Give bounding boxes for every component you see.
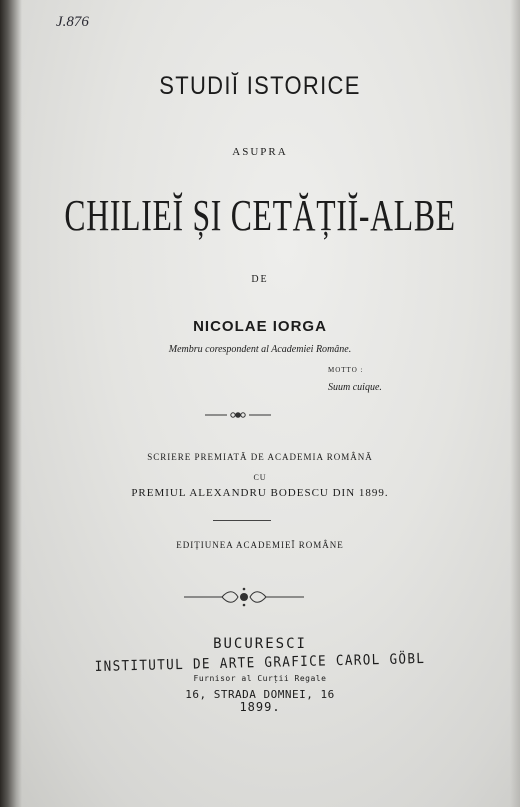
imprint-address: 16, STRADA DOMNEI, 16 — [185, 688, 335, 701]
imprint-year: 1899. — [239, 700, 281, 714]
imprint-publisher: INSTITUTUL DE ARTE GRAFICE CAROL GÖBL — [94, 650, 426, 676]
award-line-1: SCRIERE PREMIATĂ DE ACADEMIA ROMÂNĂ — [147, 452, 373, 462]
imprint-supplier: Furnisor al Curții Regale — [193, 674, 327, 683]
author-name: NICOLAE IORGA — [193, 318, 327, 335]
by-label: DE — [251, 274, 269, 285]
motto-label: MOTTO : — [328, 366, 364, 374]
award-line-3: PREMIUL ALEXANDRU BODESCU DIN 1899. — [131, 487, 389, 499]
edition-line: EDIȚIUNEA ACADEMIEĬ ROMÂNE — [176, 540, 344, 550]
imprint-city: BUCURESCI — [213, 636, 307, 652]
divider-rule — [213, 520, 271, 521]
author-role: Membru corespondent al Academiei Române. — [168, 344, 352, 355]
divider-ornament-large — [182, 586, 306, 608]
title-line-asupra: ASUPRA — [232, 146, 288, 158]
award-line-2: CU — [253, 473, 267, 482]
motto-text: Suum cuique. — [328, 382, 382, 393]
title-line-studii: STUDIĬ ISTORICE — [159, 72, 361, 100]
divider-ornament-small — [203, 408, 273, 422]
title-main: CHILIEĬ ȘI CETĂȚIĬ-ALBE — [64, 191, 456, 240]
page-edge-shadow — [510, 0, 520, 807]
book-binding-shadow — [0, 0, 22, 807]
shelfmark-handwritten: J.876 — [56, 14, 89, 30]
